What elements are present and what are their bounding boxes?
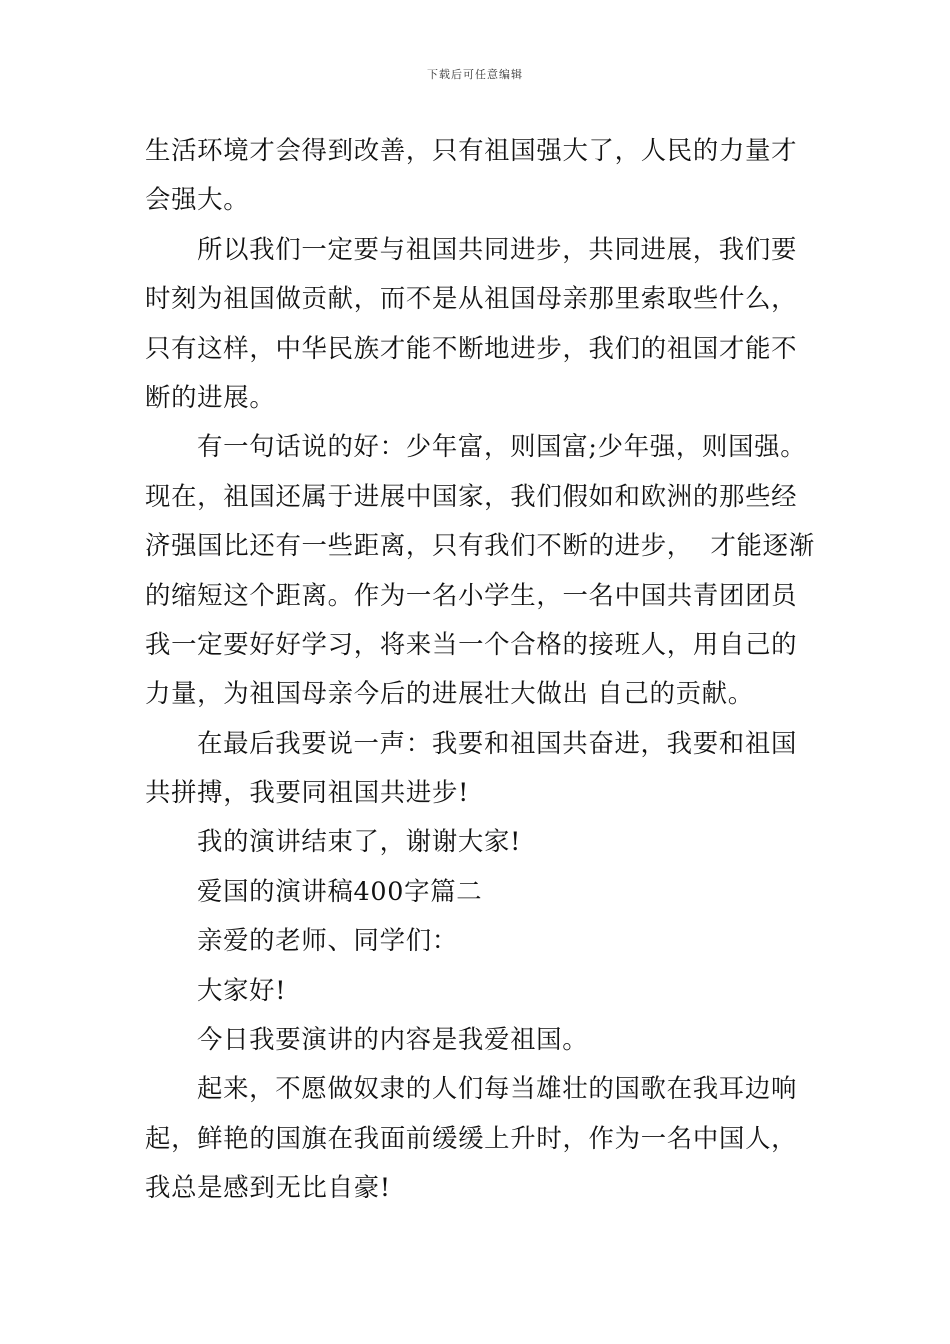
text-line: 有一句话说的好：少年富，则国富;少年强，则国强。 <box>197 431 807 462</box>
text-line: 在最后我要说一声：我要和祖国共奋进，我要和祖国 <box>197 727 798 758</box>
text-line: 共拼搏，我要同祖国共进步! <box>145 777 469 808</box>
text-line: 力量，为祖国母亲今后的进展壮大做出 自己的贡献。 <box>145 678 754 709</box>
section-heading: 爱国的演讲稿400字篇二 <box>197 875 483 906</box>
text-line: 今日我要演讲的内容是我爱祖国。 <box>197 1024 589 1055</box>
text-line: 的缩短这个距离。作为一名小学生，一名中国共青团团员 <box>145 579 798 610</box>
page-header-note: 下载后可任意编辑 <box>427 68 523 81</box>
text-line: 亲爱的老师、同学们： <box>197 925 458 956</box>
text-line: 时刻为祖国做贡献，而不是从祖国母亲那里索取些什么， <box>145 283 798 314</box>
text-line: 济强国比还有一些距离，只有我们不断的进步， 才能逐渐 <box>145 530 815 561</box>
text-line: 断的进展。 <box>145 381 276 412</box>
text-line: 我一定要好好学习，将来当一个合格的接班人，用自己的 <box>145 628 798 659</box>
text-line: 现在，祖国还属于进展中国家，我们假如和欧洲的那些经 <box>145 480 798 511</box>
text-line: 大家好! <box>197 974 287 1005</box>
text-line: 起，鲜艳的国旗在我面前缓缓上升时，作为一名中国人， <box>145 1122 798 1153</box>
text-line: 只有这样，中华民族才能不断地进步，我们的祖国才能不 <box>145 332 798 363</box>
text-line: 生活环境才会得到改善，只有祖国强大了，人民的力量才 <box>145 135 798 165</box>
document-body <box>145 126 815 1213</box>
text-line: 我总是感到无比自豪! <box>145 1172 391 1203</box>
text-line: 会强大。 <box>145 184 250 215</box>
text-line: 起来，不愿做奴隶的人们每当雄壮的国歌在我耳边响 <box>197 1073 798 1104</box>
text-line: 所以我们一定要与祖国共同进步，共同进展，我们要 <box>197 233 798 264</box>
text-line: 我的演讲结束了，谢谢大家! <box>197 826 521 857</box>
